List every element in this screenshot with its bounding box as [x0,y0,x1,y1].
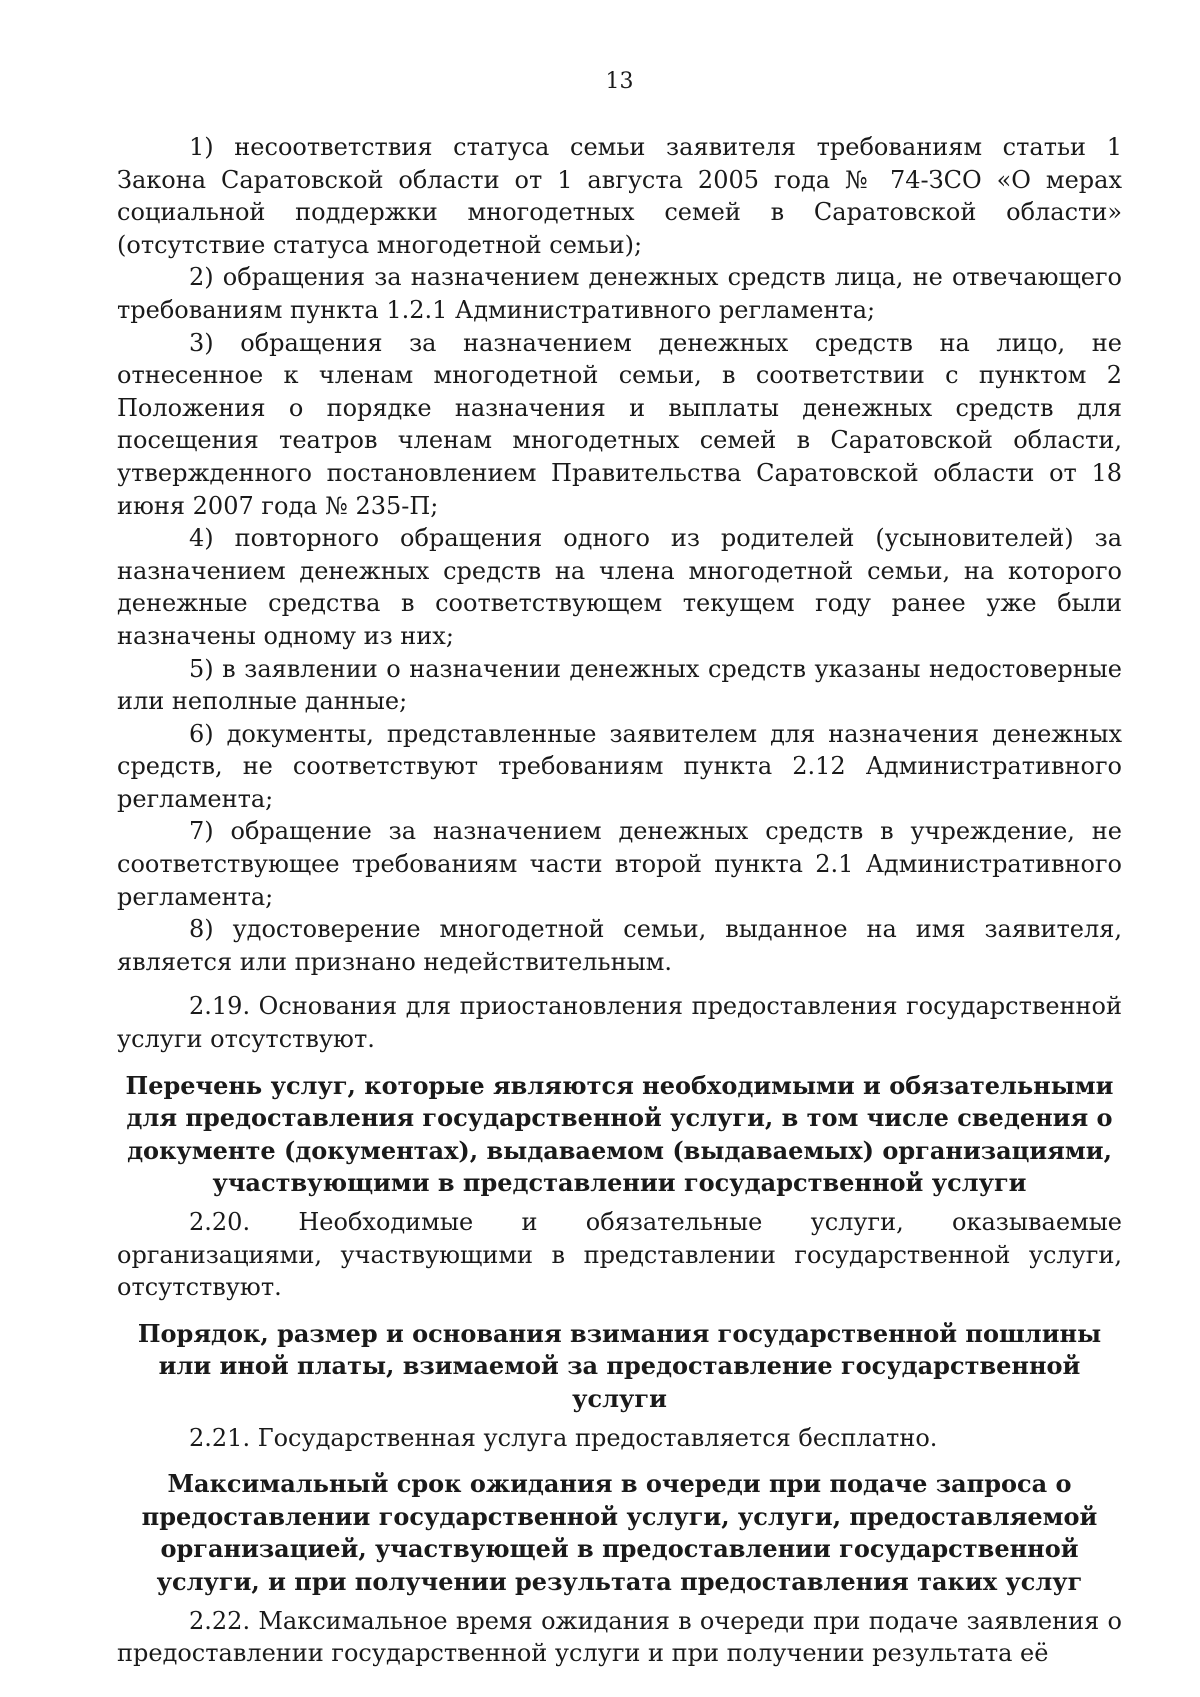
refusal-item-5: 5) в заявлении о назначении денежных средств указаны недостоверные или неполные данные; [117,654,1122,716]
document-body [117,131,1122,1670]
refusal-item-2: 2) обращения за назначением денежных средств лица, не отвечающего требованиям пункта 1.2.1 Административного регламента; [117,263,1122,324]
heading-queue-time: Максимальный срок ожидания в очереди при подаче запроса о предоставлении государственной услуги, услуги, предоставляемой организацией, участвующей в предоставлении государственной услуги, и при получении результата предоставления таких услуг [141,1469,1098,1596]
heading-required-services: Перечень услуг, которые являются необходимыми и обязательными для предоставления государственной услуги, в том числе сведения о документе (документах), выдаваемом (выдаваемых) организациями, участвующими в представлении государственной услуги [125,1070,1114,1198]
heading-state-fee: Порядок, размер и основания взимания государственной пошлины или иной платы, взимаемой за предоставление государственной услуги [137,1318,1102,1413]
paragraph-2-20: 2.20. Необходимые и обязательные услуги, оказываемые организациями, участвующими в представлении государственной услуги, отсутствуют. [117,1208,1122,1302]
refusal-item-3: 3) обращения за назначением денежных средств на лицо, не отнесенное к членам многодетной семьи, в соответствии с пунктом 2 Положения о порядке назначения и выплаты денежных средств для посещения театров членам многодетных семей в Саратовской области, утвержденного постановлением Правительства Саратовской области от 18 июня 2007 года № 235-П; [117,328,1122,520]
refusal-item-7: 7) обращение за назначением денежных средств в учреждение, не соответствующее требованиям части второй пункта 2.1 Административного регламента; [117,817,1122,911]
paragraph-2-22: 2.22. Максимальное время ожидания в очереди при подаче заявления о предоставлении государственной услуги и при получении результата её [117,1606,1122,1668]
paragraph-2-21: 2.21. Государственная услуга предоставляется бесплатно. [189,1423,938,1452]
refusal-item-6: 6) документы, представленные заявителем для назначения денежных средств, не соответствуют требованиям пункта 2.12 Административного регламента; [117,719,1122,813]
refusal-item-8: 8) удостоверение многодетной семьи, выданное на имя заявителя, является или признано недействительным. [117,915,1122,976]
refusal-item-1: 1) несоответствия статуса семьи заявителя требованиям статьи 1 Закона Саратовской области от 1 августа 2005 года № 74-ЗСО «О мерах социальной поддержки многодетных семей в Саратовской области» (отсутствие статуса многодетной семьи); [117,133,1122,259]
refusal-item-4: 4) повторного обращения одного из родителей (усыновителей) за назначением денежных средств на члена многодетной семьи, на которого денежные средства в соответствующем текущем году ранее уже были назначены одному из них; [117,524,1122,650]
page-number: 13 [605,69,634,94]
paragraph-2-19: 2.19. Основания для приостановления предоставления государственной услуги отсутствуют. [117,992,1122,1054]
